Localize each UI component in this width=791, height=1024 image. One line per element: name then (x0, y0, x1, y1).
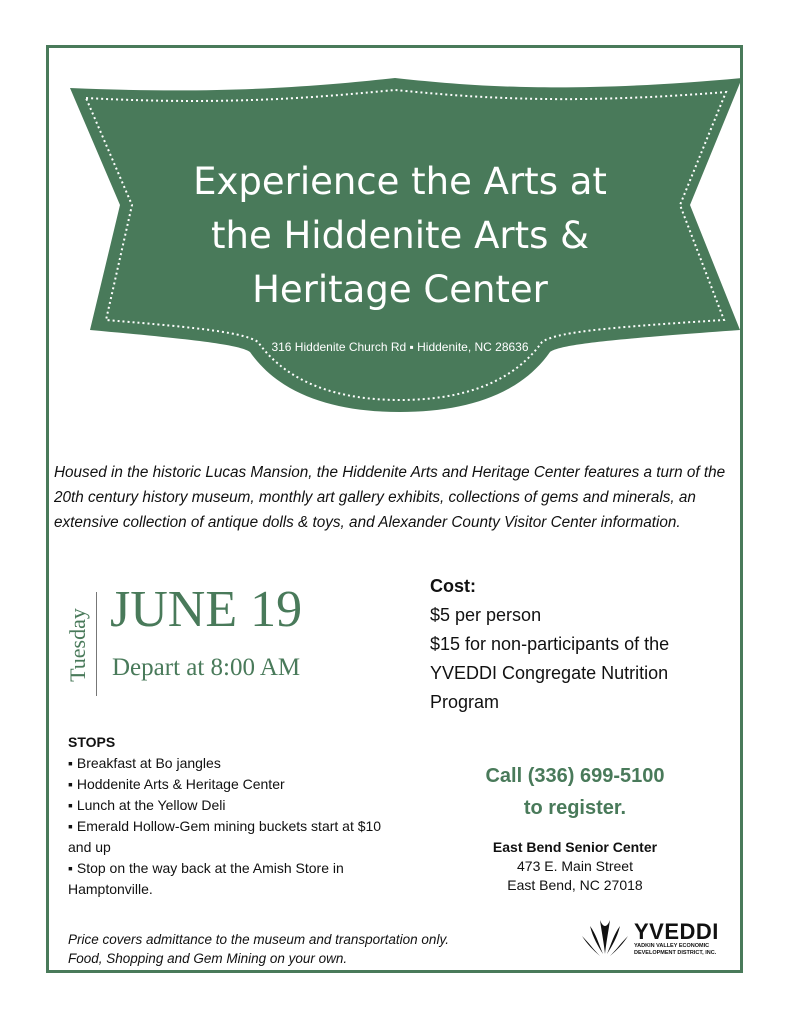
logo-subtitle-line: YADKIN VALLEY ECONOMIC (634, 943, 710, 949)
cost-line: $15 for non-participants of the (430, 634, 670, 654)
logo-subtitle (634, 943, 744, 957)
depart-time: Depart at 8:00 AM (112, 654, 301, 681)
cost-line: YVEDDI Congregate Nutrition (430, 663, 669, 683)
event-day: Tuesday (65, 608, 90, 682)
list-item: ▪ Hoddenite Arts & Heritage Center (68, 774, 398, 795)
cost-label: Cost: (430, 576, 476, 596)
contact-address (460, 838, 690, 895)
list-item: ▪ Stop on the way back at the Amish Store in Hamptonville. (68, 858, 398, 900)
venue-address: 316 Hiddenite Church Rd ▪ Hiddenite, NC 28636 (271, 340, 529, 354)
stops-heading: STOPS (68, 734, 116, 750)
footer-line: Price covers admittance to the museum and transportation only. (68, 932, 449, 947)
list-item: ▪ Breakfast at Bo jangles (68, 753, 398, 774)
logo-subtitle-line: DEVELOPMENT DISTRICT, INC. (634, 950, 717, 956)
cost-line: Program (430, 692, 500, 712)
title-line: Heritage Center (252, 268, 548, 311)
register-line: to register. (523, 797, 627, 819)
description-paragraph: Housed in the historic Lucas Mansion, the Hiddenite Arts and Heritage Center features a turn of the 20th century history museum, monthly art gallery exhibits, collections of gems and minerals, an extensive collection of antique dolls & toys, and Alexander County Visitor Center information. (54, 464, 726, 531)
title-line: Experience the Arts at (193, 160, 607, 203)
logo-wordmark: YVEDDI (634, 919, 719, 944)
list-item: ▪ Lunch at the Yellow Deli (68, 795, 398, 816)
phone-line: Call (336) 699-5100 (485, 765, 665, 787)
event-title (140, 155, 660, 317)
cost-line: $5 per person (430, 605, 542, 625)
stops-list (68, 732, 398, 900)
day-column (56, 592, 97, 696)
event-date: JUNE 19 (110, 581, 303, 638)
contact-city: East Bend, NC 27018 (507, 877, 643, 893)
yveddi-logo-icon (580, 912, 630, 962)
contact-name: East Bend Senior Center (492, 839, 658, 855)
footer-note (68, 930, 508, 968)
contact-street: 473 E. Main Street (517, 858, 633, 874)
footer-line: Food, Shopping and Gem Mining on your own. (68, 951, 348, 966)
title-line: the Hiddenite Arts & (210, 214, 589, 257)
list-item: ▪ Emerald Hollow-Gem mining buckets start at $10 and up (68, 816, 398, 858)
cost-block (430, 572, 669, 717)
register-callout (460, 760, 690, 824)
